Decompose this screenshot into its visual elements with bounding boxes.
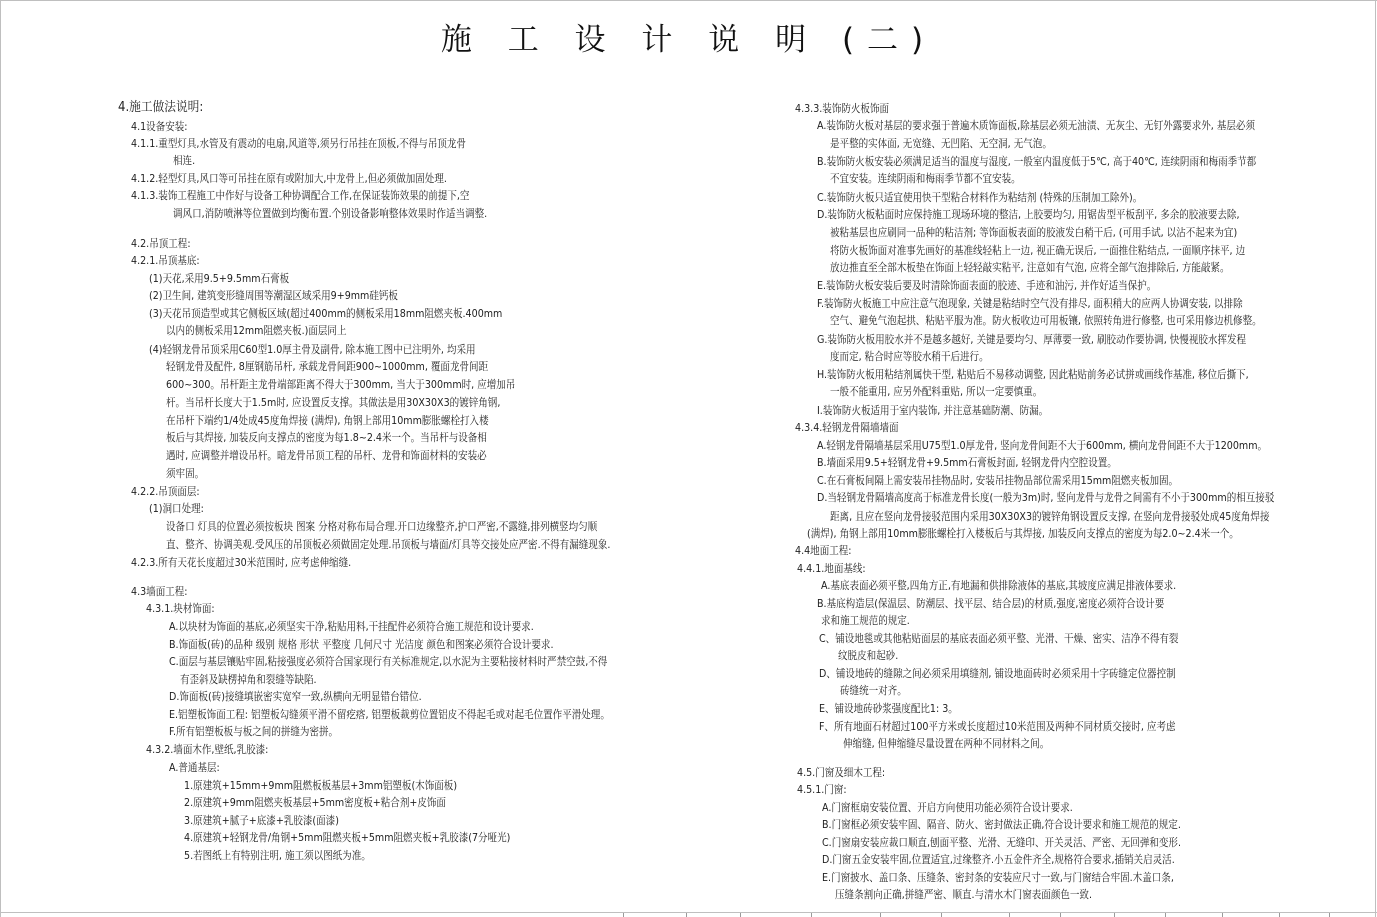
spec-line: B.基底构造层(保温层、防潮层、找平层、结合层)的材质,强度,密度必须符合设计要	[817, 598, 1165, 610]
section-heading: 4.施工做法说明:	[118, 100, 204, 115]
spec-line: 4.3.2.墙面木作,壁纸,乳胶漆:	[146, 744, 269, 756]
spec-line: B.门窗框必须安装牢固、隔音、防火、密封做法正确,符合设计要求和施工规范的规定.	[822, 819, 1181, 831]
spec-line: 在吊杆下端约1/4处成45度角焊接 (满焊), 角钢上部用10mm膨胀螺栓打入楼	[166, 415, 489, 427]
spec-line: A.轻钢龙骨隔墙基层采用U75型1.0厚龙骨, 竖向龙骨间距不大于600mm, 横向龙骨间距不大于1200mm。	[817, 440, 1268, 452]
spec-line: 轻钢龙骨及配件, 8厘钢筋吊杆, 承载龙骨间距900~1000mm, 覆面龙骨间距	[166, 361, 489, 373]
spec-line: 须牢固。	[166, 468, 205, 480]
spec-line: 4.1.1.重型灯具,水管及有震动的电扇,风道等,须另行吊挂在顶板,不得与吊顶龙骨	[131, 138, 466, 150]
title-block-divider	[623, 913, 624, 917]
spec-line: 是平整的实体面, 无宽缝、无凹陷、无空洞, 无气泡。	[830, 138, 1052, 150]
spec-line: 4.1设备安装:	[131, 121, 188, 133]
spec-line: 空气、避免气泡起拱、粘贴平服为准。防火板收边可用板镶, 依照转角进行修整, 也可采用修边机修整。	[830, 315, 1262, 327]
spec-line: 4.1.2.轻型灯具,风口等可吊挂在原有或附加大,中龙骨上,但必须做加固处理.	[131, 173, 447, 185]
spec-line: 4.3.4.轻钢龙骨隔墙墙面	[795, 422, 899, 434]
spec-line: 相连.	[173, 155, 196, 167]
spec-line: 求和施工规范的规定.	[821, 615, 910, 627]
spec-line: 一般不能重用, 应另外配料重贴, 所以一定要慎重。	[830, 386, 1043, 398]
title-block-divider	[1060, 913, 1061, 917]
spec-line: 砖缝统一对齐。	[840, 685, 907, 697]
title-block-divider	[1114, 913, 1115, 917]
spec-line: 4.2.3.所有天花长度超过30米范围时, 应考虑伸缩缝.	[131, 557, 352, 569]
title-block-divider	[1222, 913, 1223, 917]
spec-line: C.门窗扇安装应裁口顺直,刨面平整、光滑、无缝印、开关灵活、严密、无回弹和变形.	[822, 837, 1181, 849]
spec-line: 直、整齐、协调美观.受风压的吊顶板必须做固定处理.吊顶板与墙面/灯具等交接处应严密.不得有漏缝现象.	[166, 539, 611, 551]
spec-line: 4.5.门窗及细木工程:	[797, 767, 886, 779]
spec-line: E.门窗披水、盖口条、压缝条、密封条的安装应尺寸一致,与门窗结合牢固.木盖口条,	[822, 872, 1174, 884]
spec-line: A.门窗框扇安装位置、开启方向使用功能必须符合设计要求.	[822, 802, 1073, 814]
drawing-border-top	[0, 0, 1377, 1]
spec-line: 将防火板饰面对准事先画好的基准线轻粘上一边, 视正确无误后, 一面推住粘结点, 一面顺序抹平, 边	[830, 245, 1246, 257]
spec-line: 度而定, 粘合时应等胶水稍干后进行。	[830, 351, 989, 363]
spec-line: (1)洞口处理:	[149, 503, 204, 515]
spec-line: B.饰面板(砖)的品种 级别 规格 形状 平整度 几何尺寸 光洁度 颜色和图案必须符合设计要求.	[169, 639, 554, 651]
spec-line: D.当轻钢龙骨隔墙高度高于标准龙骨长度(一般为3m)时, 竖向龙骨与龙骨之间需有不小于300mm的相互接驳	[817, 492, 1275, 504]
title-block-divider	[740, 913, 741, 917]
page-title: 施 工 设 计 说 明 (二)	[440, 22, 937, 58]
spec-line: 伸缩缝, 但伸缩缝尽量设置在两种不同材料之间。	[843, 738, 1050, 750]
spec-line: C.面层与基层镶贴牢固,粘接强度必须符合国家现行有关标准规定,以水泥为主要粘接材料时严禁空鼓,不得	[169, 656, 608, 668]
spec-line: A.普通基层:	[169, 762, 220, 774]
spec-line: 4.原建筑+轻钢龙骨/角钢+5mm阻燃夹板+5mm阻燃夹板+乳胶漆(7分哑光)	[184, 832, 511, 844]
title-block-divider	[880, 913, 881, 917]
spec-line: F.装饰防火板施工中应注意气泡现象, 关键是粘结时空气没有排尽, 面积稍大的应两人协调安装, 以排除	[817, 298, 1243, 310]
title-block-divider	[1329, 913, 1330, 917]
spec-line: H.装饰防火板用粘结剂属快干型, 粘贴后不易移动调整, 因此粘贴前务必试拼或画线作基准, 移位后撕下,	[817, 369, 1249, 381]
spec-line: 调风口,消防喷淋等位置做到均衡布置.个别设备影响整体效果时作适当调整.	[173, 208, 488, 220]
spec-line: 1.原建筑+15mm+9mm阻燃板板基层+3mm铝塑板(木饰面板)	[184, 780, 458, 792]
spec-line: 4.2.2.吊顶面层:	[131, 486, 200, 498]
spec-line: D.饰面板(砖)接缝填嵌密实宽窄一致,纵横向无明显错台错位.	[169, 691, 422, 703]
spec-line: 4.1.3.装饰工程施工中作好与设备工种协调配合工作,在保证装饰效果的前提下,空	[131, 190, 470, 202]
spec-line: 4.3.1.块材饰面:	[146, 603, 215, 615]
spec-line: F、所有地面石材超过100平方米或长度超过10米范围及两种不同材质交接时, 应考虑	[819, 721, 1176, 733]
spec-line: 4.4地面工程:	[795, 545, 852, 557]
spec-line: D、铺设地砖的缝隙之间必须采用填缝剂, 铺设地面砖时必须采用十字砖缝定位器控制	[819, 668, 1176, 680]
title-block-divider	[1165, 913, 1166, 917]
spec-line: 不宜安装。连续阴雨和梅雨季节都不宜安装。	[830, 173, 1021, 185]
spec-line: 杆。当吊杆长度大于1.5m时, 应设置反支撑。其做法是用30X30X3的镀锌角钢,	[166, 397, 501, 409]
spec-line: 4.5.1.门窗:	[797, 784, 847, 796]
spec-line: 600~300。吊杆距主龙骨端部距离不得大于300mm, 当大于300mm时, 应增加吊	[166, 379, 516, 391]
spec-line: E.装饰防火板安装后要及时清除饰面表面的胶迹、手迹和油污, 并作好适当保护。	[817, 280, 1157, 292]
spec-line: A.基底表面必须平整,四角方正,有地漏和供排除液体的基底,其坡度应满足排液体要求.	[821, 580, 1177, 592]
spec-line: C、铺设地毯或其他粘贴面层的基底表面必须平整、光滑、干燥、密实、洁净不得有裂	[819, 633, 1179, 645]
title-block-divider	[686, 913, 687, 917]
spec-line: A.装饰防火板对基层的要求强于普遍木质饰面板,除基层必须无油渍、无灰尘、无钉外露要求外, 基层必须	[817, 120, 1255, 132]
spec-line: 以内的侧板采用12mm阻燃夹板.)面层同上	[166, 325, 347, 337]
drawing-border-left	[0, 0, 1, 917]
spec-line: 2.原建筑+9mm阻燃夹板基层+5mm密度板+粘合剂+皮饰面	[184, 797, 446, 809]
spec-line: 4.2.1.吊顶基底:	[131, 255, 200, 267]
spec-line: G.装饰防火板用胶水并不是越多越好, 关键是要均匀、厚薄要一致, 刷胶动作要协调, 快慢视胶水挥发程	[817, 334, 1247, 346]
title-block-ticks	[0, 913, 1377, 917]
spec-line: 设备口 灯具的位置必须按板块 图案 分格对称布局合理.开口边缘整齐,护口严密,不露缝,排列横竖均匀顺	[166, 521, 598, 533]
spec-line: (2)卫生间, 建筑变形缝周围等潮湿区域采用9+9mm硅钙板	[149, 290, 398, 302]
spec-line: 遇时, 应调整并增设吊杆。暗龙骨吊顶工程的吊杆、龙骨和饰面材料的安装必	[166, 450, 487, 462]
spec-line: 板后与其焊接, 加装反向支撑点的密度为每1.8~2.4米一个。当吊杆与设备相	[166, 432, 487, 444]
title-block-divider	[941, 913, 942, 917]
spec-line: D.门窗五金安装牢固,位置适宜,过缘整齐.小五金件齐全,规格符合要求,插销关启灵活.	[822, 854, 1175, 866]
spec-line: F.所有铝塑板板与板之间的拼缝为密拼。	[169, 726, 339, 738]
spec-line: D.装饰防火板粘面时应保持施工现场环境的整洁, 上胶要均匀, 用锯齿型平板刮平, 多余的胶液要去除,	[817, 209, 1240, 221]
spec-line: 4.3.3.装饰防火板饰面	[795, 103, 890, 115]
spec-line: (4)轻钢龙骨吊顶采用C60型1.0厚主骨及副骨, 除本施工图中已注明外, 均采用	[149, 344, 476, 356]
spec-line: (1)天花,采用9.5+9.5mm石膏板	[149, 273, 290, 285]
spec-line: A.以块材为饰面的基底,必须坚实干净,粘贴用料,干挂配件必须符合施工规范和设计要求.	[169, 621, 534, 633]
spec-line: 5.若图纸上有特别注明, 施工须以图纸为准。	[184, 850, 371, 862]
spec-line: (满焊), 角钢上部用10mm膨胀螺栓打入楼板后与其焊接, 加装反向支撑点的密度为每2.0~2.4米一个。	[807, 528, 1239, 540]
spec-line: (3)天花吊顶造型或其它侧板区域(超过400mm的侧板采用18mm阻燃夹板.400mm	[149, 308, 503, 320]
spec-line: 有歪斜及缺楞掉角和裂缝等缺陷.	[180, 674, 317, 686]
spec-line: 4.4.1.地面基线:	[797, 563, 866, 575]
spec-line: I.装饰防火板适用于室内装饰, 并注意基础防潮、防漏。	[817, 405, 1049, 417]
spec-line: B.装饰防火板安装必须满足适当的温度与湿度, 一般室内温度低于5℃, 高于40℃, 连续阴雨和梅雨季节都	[817, 156, 1257, 168]
spec-line: 被粘基层也应刷同一品种的粘洁剂; 等饰面板表面的胶液发白稍干后, (可用手试, 以沾不起来为宜)	[830, 227, 1238, 239]
title-block-divider	[1279, 913, 1280, 917]
spec-line: E.铝塑板饰面工程: 铝塑板勾缝须平滑不留疙瘩, 铝塑板裁剪位置铝皮不得起毛或对起毛位置作平滑处理。	[169, 709, 610, 721]
spec-line: 距离, 且应在竖向龙骨接驳范围内采用30X30X3的镀锌角钢设置反支撑, 在竖向龙骨接驳处成45度角焊接	[830, 511, 1270, 523]
spec-line: 放边推直至全部木板垫在饰面上轻轻敲实粘平, 注意如有气泡, 应将全部气泡排除后, 方能敲紧。	[830, 262, 1230, 274]
spec-line: 压缝条割向正确,拼缝严密、顺直.与清水木门窗表面颜色一致.	[835, 889, 1092, 901]
drawing-border-right	[1375, 0, 1376, 917]
title-block-divider	[1009, 913, 1010, 917]
spec-line: 4.2.吊顶工程:	[131, 238, 191, 250]
title-block-divider	[811, 913, 812, 917]
spec-line: C.在石膏板间隔上需安装吊挂物品时, 安装吊挂物品部位需采用15mm阻燃夹板加固。	[817, 475, 1179, 487]
spec-line: B.墙面采用9.5+轻钢龙骨+9.5mm石膏板封面, 轻钢龙骨内空腔设置。	[817, 457, 1117, 469]
spec-line: 4.3墙面工程:	[131, 586, 188, 598]
spec-line: 纹脱皮和起砂.	[838, 650, 899, 662]
spec-line: C.装饰防火板只适宜使用快干型粘合材料作为粘结剂 (特殊的压制加工除外)。	[817, 192, 1143, 204]
spec-line: E、铺设地砖砂浆强度配比1: 3。	[819, 703, 958, 715]
spec-line: 3.原建筑+腻子+底漆+乳胶漆(面漆)	[184, 815, 339, 827]
